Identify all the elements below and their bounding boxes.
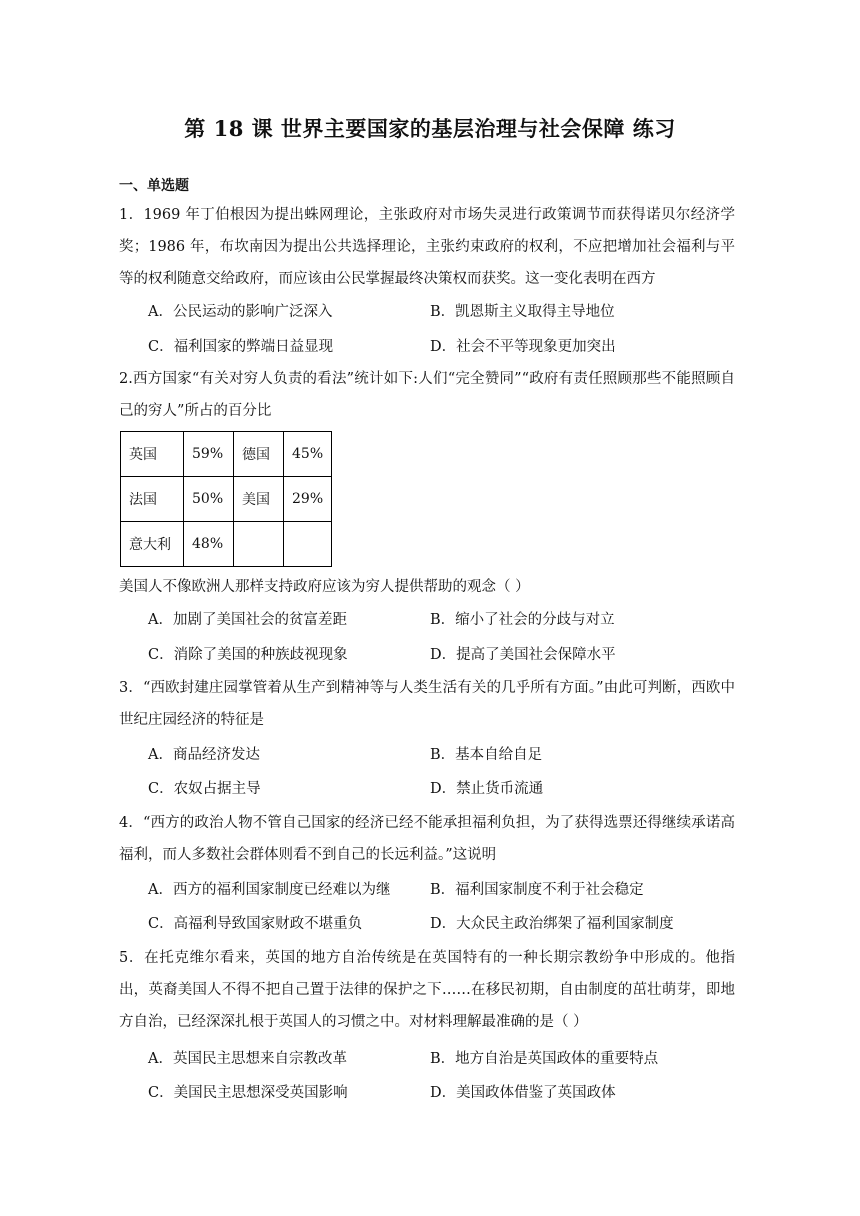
question-3-stem: 3．“西欧封建庄园掌管着从生产到精神等与人类生活有关的几乎所有方面。”由此可判断，西欧中世纪庄园经济的特征是 (119, 680, 735, 728)
question-4-stem: 4．“西方的政治人物不管自己国家的经济已经不能承担福利负担，为了获得选票还得继续承诺高福利，而人多数社会群体则看不到自己的长远利益。”这说明 (119, 815, 735, 863)
table-cell: 德国 (234, 432, 284, 477)
table-row (121, 477, 332, 522)
question-1-option-a: A．公民运动的影响广泛深入 (148, 304, 333, 320)
table-cell: 法国 (121, 477, 184, 522)
table-cell: 意大利 (121, 522, 184, 567)
question-5-option-b: B．地方自治是英国政体的重要特点 (430, 1051, 659, 1067)
question-4-option-a: A．西方的福利国家制度已经难以为继 (148, 882, 391, 898)
question-3-option-d: D．禁止货币流通 (430, 781, 544, 797)
table-cell: 48% (184, 522, 234, 567)
table-row (121, 432, 332, 477)
table-cell: 英国 (121, 432, 184, 477)
table-cell: 45% (284, 432, 332, 477)
table-cell: 50% (184, 477, 234, 522)
question-1-option-c: C．福利国家的弊端日益显现 (148, 339, 334, 355)
question-2-option-a: A．加剧了美国社会的贫富差距 (148, 612, 347, 628)
section-heading: 一、单选题 (119, 178, 189, 194)
table-cell (284, 522, 332, 567)
question-3-option-c: C．农奴占据主导 (148, 781, 261, 797)
table-cell (234, 522, 284, 567)
question-2-stem: 2.西方国家“有关对穷人负责的看法”统计如下:人们“完全赞同”“政府有责任照顾那些不能照顾自己的穷人”所占的百分比 (119, 371, 735, 419)
page-title: 第 18 课 世界主要国家的基层治理与社会保障 练习 (184, 116, 676, 141)
question-3-option-a: A．商品经济发达 (148, 747, 260, 763)
question-4-option-d: D．大众民主政治绑架了福利国家制度 (430, 916, 674, 932)
question-2-followup: 美国人不像欧洲人那样支持政府应该为穷人提供帮助的观念（ ） (119, 579, 530, 595)
table-cell: 59% (184, 432, 234, 477)
question-5-stem: 5．在托克维尔看来，英国的地方自治传统是在英国特有的一种长期宗教纷争中形成的。他指出，英裔美国人不得不把自己置于法律的保护之下……在移民初期，自由制度的茁壮萌芽，即地方自治，已经深深扎根于英国人的习惯之中。对材料理解最准确的是（ ） (119, 950, 735, 1030)
question-5-option-a: A．英国民主思想来自宗教改革 (148, 1051, 347, 1067)
poll-table (120, 431, 332, 567)
question-2-option-d: D．提高了美国社会保障水平 (430, 647, 616, 663)
question-5-option-c: C．美国民主思想深受英国影响 (148, 1085, 348, 1101)
table-row (121, 522, 332, 567)
question-2-option-c: C．消除了美国的种族歧视现象 (148, 647, 348, 663)
question-1-option-b: B．凯恩斯主义取得主导地位 (430, 304, 615, 320)
question-4-option-c: C．高福利导致国家财政不堪重负 (148, 916, 363, 932)
table-cell: 美国 (234, 477, 284, 522)
question-1-option-d: D．社会不平等现象更加突出 (430, 339, 616, 355)
table-cell: 29% (284, 477, 332, 522)
question-4-option-b: B．福利国家制度不利于社会稳定 (430, 882, 644, 898)
question-2-option-b: B．缩小了社会的分歧与对立 (430, 612, 615, 628)
question-5-option-d: D．美国政体借鉴了英国政体 (430, 1085, 616, 1101)
question-3-option-b: B．基本自给自足 (430, 747, 543, 763)
question-1-stem: 1．1969 年丁伯根因为提出蛛网理论，主张政府对市场失灵进行政策调节而获得诺贝尔经济学奖；1986 年，布坎南因为提出公共选择理论，主张约束政府的权利，不应把增加社会福利与平等的权利随意交给政府，而应该由公民掌握最终决策权而获奖。这一变化表明在西方 (119, 207, 735, 287)
